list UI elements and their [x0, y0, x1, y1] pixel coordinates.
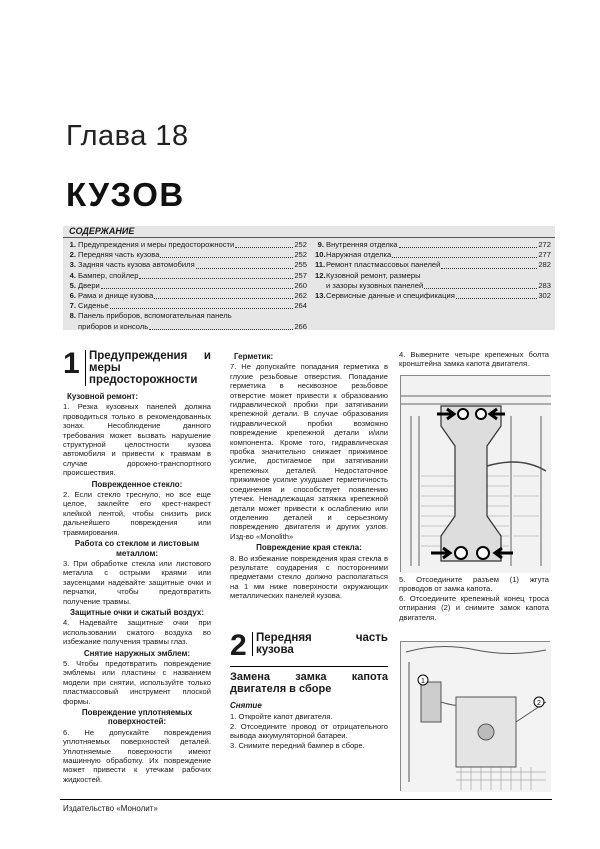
toc-entry [315, 271, 551, 281]
subheading: Кузовной ремонт: [67, 392, 139, 401]
toc-entry-number: 8. [69, 311, 76, 321]
subsection-title: Замена замка капота двигателя в сборе [230, 671, 388, 695]
toc-entry-text: Кузовной ремонт, размеры [326, 270, 421, 280]
toc-entry-number: 2. [69, 250, 76, 260]
section-title: Предупреждения и меры предосторожности [85, 350, 211, 386]
figure-hood-lock-connector [400, 641, 550, 791]
toc-entry-text: приборов и консоль [78, 321, 149, 331]
toc-leader-dots [424, 281, 537, 289]
step: 1. Откройте капот двигателя. [230, 712, 333, 722]
toc-entry-text: Бампер, спойлер [78, 270, 139, 280]
toc-entry-number: 1. [69, 240, 76, 249]
toc-entry-page: 272 [538, 240, 551, 249]
toc-leader-dots [110, 301, 294, 309]
subheading: Снятие наружных эмблем: [83, 648, 191, 658]
toc-entry [67, 322, 307, 332]
toc-entry-number: 6. [69, 291, 76, 301]
toc-entry-page: 282 [538, 260, 551, 270]
table-of-contents [63, 226, 555, 330]
column-3-steps [399, 575, 549, 622]
toc-entry-text: Внутренняя отделка [326, 240, 398, 249]
toc-leader-dots [139, 271, 293, 279]
toc-entry-page: 264 [294, 301, 307, 311]
section-title: Передняя часть кузова [252, 632, 388, 656]
toc-entry-number: 7. [69, 301, 76, 311]
paragraph: 7. Не допускайте попадания герметика в глухие резьбовые отверстия. Попадание герметика в несквозное резьбовое отверстие может привести к образованию гидравлической пробки при затягивании крепежной детали. В случае образования гидравлической пробки возможно повреждение крепежной детали и/или компонента. Кроме того, гидравлическая пробка значительно снижает прижимное усилие, достигаемое при затягивании крепежных деталей. Недостаточное прижимное усилие ухудшает герметичность соединения и способствует появлению утечек. Ненадлежащая затяжка крепежной детали может привести к ослаблению или отделению деталей и серьезному повреждению двигателя и других узлов. Изд-во «Monolith» [230, 362, 388, 541]
toc-entry-page: 266 [294, 321, 307, 331]
procedure-label: Снятие [230, 701, 262, 710]
toc-leader-dots [392, 250, 537, 258]
column-3 [399, 350, 549, 369]
toc-entry-number: 10. [315, 250, 326, 260]
toc-entry-text: Двери [78, 280, 100, 290]
step: 3. Снимите передний бампер в сборе. [230, 740, 365, 750]
toc-entry-page: 252 [294, 240, 307, 249]
paragraph: 5. Чтобы предотвратить повреждение эмблемы или пластины с названием модели при снятии, используйте только пластмассовый инструмент плоской формы. [63, 658, 211, 706]
step: 5. Отсоедините разъем (1) жгута проводов от замка капота. [399, 575, 549, 594]
toc-leader-dots [149, 322, 293, 330]
toc-leader-dots [160, 250, 293, 258]
toc-entry [67, 250, 307, 260]
toc-entry-number: 9. [317, 240, 324, 249]
toc-entry [67, 271, 307, 281]
toc-leader-dots [456, 291, 538, 299]
column-2 [230, 350, 388, 601]
toc-header [63, 226, 555, 238]
toc-entry-number: 11. [315, 260, 326, 270]
toc-entry-text: Наружная отделка [326, 250, 392, 260]
toc-entry [67, 301, 307, 311]
toc-right-column [315, 240, 551, 301]
subheading: Защитные очки и сжатый воздух: [70, 607, 204, 617]
step: 4. Выверните четыре крепежных болта кронштейна замка капота двигателя. [399, 350, 549, 369]
toc-entry-number [315, 281, 326, 291]
toc-header-label: СОДЕРЖАНИЕ [69, 226, 135, 236]
toc-entry [315, 281, 551, 291]
toc-leader-dots [399, 240, 538, 248]
toc-entry-page: 255 [294, 260, 307, 270]
toc-entry-text: Предупреждения и меры предосторожности [78, 240, 235, 249]
toc-entry-text: Рама и днище кузова [78, 291, 154, 301]
step: 6. Отсоедините крепежный конец троса отпирания (2) и снимите замок капота двигателя. [399, 593, 549, 622]
toc-entry [315, 260, 551, 270]
toc-entry-text: Передняя часть кузова [78, 250, 160, 260]
toc-entry-text: Сервисные данные и спецификация [326, 291, 455, 301]
chapter-label: Глава 18 [66, 120, 189, 152]
toc-leader-dots [101, 281, 294, 289]
paragraph: 1. Резка кузовных панелей должна проводиться только в рекомендованных зонах. Несоблюдение данного требования может вызвать нарушение структурной целостности кузова автомобиля и привести к травмам в случае дорожно-транспортного происшествия. [63, 402, 211, 478]
footer-divider [60, 799, 552, 800]
paragraph: 8. Во избежание повреждения края стекла в результате соударения с посторонними предметами стекло должно располагаться на 1 мм ниже поверхности окружающих металлических панелей кузова. [230, 553, 388, 601]
hood-lock-bracket-illustration [401, 376, 551, 573]
toc-leader-dots [154, 291, 293, 299]
toc-leader-dots [235, 240, 293, 248]
toc-entry-page: 252 [294, 250, 307, 260]
page-title: КУЗОВ [66, 176, 185, 213]
hood-lock-connector-illustration [401, 642, 551, 792]
toc-entry-text: Ремонт пластмассовых панелей [326, 260, 441, 270]
toc-entry-number: 12. [315, 270, 326, 280]
toc-entry-text: Панель приборов, вспомогательная панель [78, 311, 232, 321]
toc-entry [67, 240, 307, 250]
subheading: Поврежденное стекло: [91, 479, 183, 489]
toc-entry [67, 260, 307, 270]
toc-entry [67, 311, 307, 321]
toc-entry-text: Сиденье [78, 301, 109, 311]
toc-left-column [67, 240, 307, 332]
toc-entry-text: и зазоры кузовных панелей [326, 280, 424, 290]
toc-entry-number [67, 322, 78, 332]
subheading: Герметик: [234, 352, 274, 361]
subheading: Повреждение края стекла: [256, 543, 362, 553]
step: 2. Отсоедините провод от отрицательного вывода аккумуляторной батареи. [230, 721, 388, 741]
callout-2: 2 [537, 700, 541, 707]
toc-entry [315, 240, 551, 250]
toc-entry-page: 277 [538, 250, 551, 260]
section-number: 1 [63, 347, 80, 380]
divider [230, 666, 388, 667]
subheading: Повреждение уплотняемых поверхностей: [81, 708, 193, 727]
toc-entry [315, 291, 551, 301]
section-1-heading [63, 347, 211, 386]
toc-entry [67, 291, 307, 301]
toc-entry [67, 281, 307, 291]
section-number: 2 [230, 629, 247, 662]
footer-publisher: Издательство «Монолит» [63, 804, 158, 813]
section-2-heading [230, 629, 388, 662]
paragraph: 2. Если стекло треснуло, но все еще целое, заклейте его крест-накрест клейкой лентой, чтобы снизить риск дальнейшего повреждения или травмирования. [63, 490, 211, 537]
figure-hood-lock-bracket [400, 375, 550, 572]
column-1 [63, 347, 211, 784]
toc-entry-number: 4. [69, 270, 76, 280]
paragraph: 6. Не допускайте повреждения уплотняемых поверхностей деталей. Уплотняемые поверхности имеют машинную обработку. Их повреждение может привести к утечкам рабочих жидкостей. [63, 727, 211, 784]
toc-leader-dots [196, 260, 294, 268]
callout-1: 1 [421, 678, 425, 685]
toc-leader-dots [441, 260, 537, 268]
toc-entry-page: 302 [538, 291, 551, 301]
toc-entry-number: 5. [69, 280, 76, 290]
toc-entry-number: 13. [315, 291, 326, 301]
toc-entry-page: 262 [294, 291, 307, 301]
toc-entry-page: 283 [538, 280, 551, 290]
paragraph: 3. При обработке стекла или листового металла с острыми краями или заусенцами надевайте защитные очки и перчатки, чтобы предотвратить получение травмы. [63, 558, 211, 606]
toc-entry-page: 257 [294, 270, 307, 280]
subheading: Работа со стеклом и листовым металлом: [74, 539, 200, 558]
toc-entry-number: 3. [69, 260, 76, 270]
toc-entry [315, 250, 551, 260]
paragraph: 4. Надевайте защитные очки при использовании сжатого воздуха во избежание получения травмы глаз. [63, 618, 211, 647]
column-2-section-2 [230, 629, 388, 750]
toc-entry-page: 260 [294, 280, 307, 290]
toc-entry-text: Задняя часть кузова автомобиля [78, 260, 195, 270]
